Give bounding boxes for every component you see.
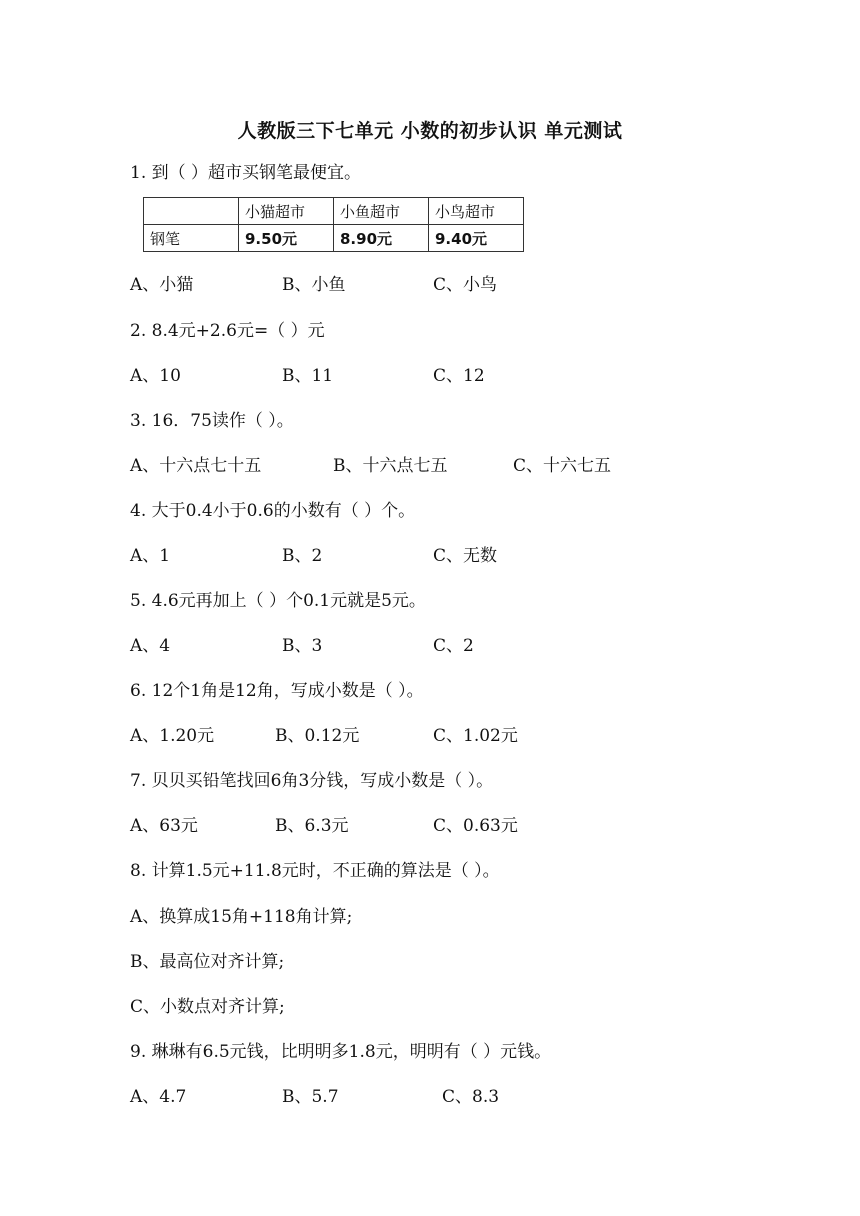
option-b: B、小鱼 — [282, 275, 346, 295]
option-c: C、小鸟 — [433, 275, 498, 295]
question-3: 3. 16．75读作（ ）。 — [130, 411, 294, 431]
option-a: A、63元 — [130, 816, 198, 836]
option-c: C、2 — [433, 636, 474, 656]
option-a: A、10 — [130, 366, 181, 386]
question-6: 6. 12个1角是12角，写成小数是（ ）。 — [130, 681, 424, 701]
question-8: 8. 计算1.5元+11.8元时，不正确的算法是（ ）。 — [130, 861, 500, 881]
option-c: C、0.63元 — [433, 816, 518, 836]
table-cell: 9.40元 — [429, 225, 524, 252]
question-2: 2. 8.4元+2.6元=（ ）元 — [130, 321, 325, 341]
option-b: B、最高位对齐计算; — [130, 952, 285, 972]
table-cell: 钢笔 — [144, 225, 239, 252]
question-4: 4. 大于0.4小于0.6的小数有（ ）个。 — [130, 501, 416, 521]
option-b: B、6.3元 — [275, 816, 349, 836]
question-7: 7. 贝贝买铅笔找回6角3分钱，写成小数是（ ）。 — [130, 771, 494, 791]
question-9: 9. 琳琳有6.5元钱，比明明多1.8元，明明有（ ）元钱。 — [130, 1042, 552, 1062]
option-a: A、4 — [130, 636, 171, 656]
price-table — [143, 197, 524, 252]
table-header-cell: 小鸟超市 — [429, 198, 524, 225]
table-cell: 9.50元 — [239, 225, 334, 252]
option-c: C、8.3 — [442, 1087, 500, 1107]
table-header-cell: 小鱼超市 — [334, 198, 429, 225]
question-1: 1. 到（ ）超市买钢笔最便宜。 — [130, 163, 362, 183]
option-b: B、十六点七五 — [333, 456, 448, 476]
table-row — [144, 225, 524, 252]
option-a: A、十六点七十五 — [130, 456, 262, 476]
option-b: B、5.7 — [282, 1087, 339, 1107]
option-c: C、12 — [433, 366, 485, 386]
table-cell: 8.90元 — [334, 225, 429, 252]
question-5: 5. 4.6元再加上（ ）个0.1元就是5元。 — [130, 591, 426, 611]
page-title: 人教版三下七单元 小数的初步认识 单元测试 — [237, 120, 623, 142]
option-c: C、无数 — [433, 546, 498, 566]
option-b: B、11 — [282, 366, 334, 386]
option-b: B、3 — [282, 636, 323, 656]
option-a: A、小猫 — [130, 275, 194, 295]
option-a: A、换算成15角+118角计算; — [130, 907, 353, 927]
option-b: B、2 — [282, 546, 323, 566]
option-c: C、十六七五 — [513, 456, 612, 476]
option-a: A、1.20元 — [130, 726, 215, 746]
table-header-cell — [144, 198, 239, 225]
table-header-row — [144, 198, 524, 225]
table-header-cell: 小猫超市 — [239, 198, 334, 225]
option-b: B、0.12元 — [275, 726, 360, 746]
option-c: C、1.02元 — [433, 726, 518, 746]
option-a: A、4.7 — [130, 1087, 187, 1107]
option-c: C、小数点对齐计算; — [130, 997, 285, 1017]
option-a: A、1 — [130, 546, 171, 566]
